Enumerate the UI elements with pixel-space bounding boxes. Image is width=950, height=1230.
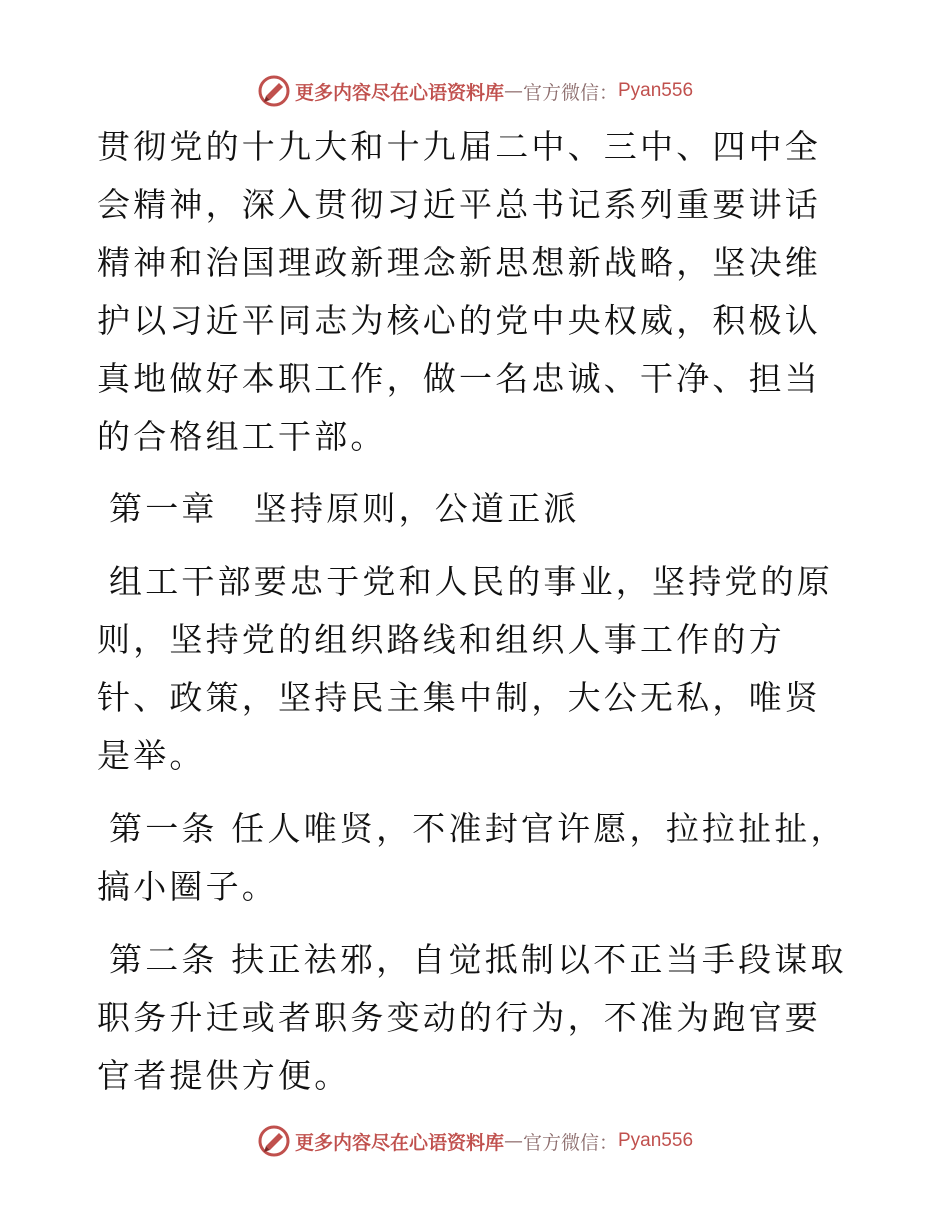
banner-dash: — bbox=[503, 80, 523, 102]
article-one: 第一条 任人唯贤，不准封官许愿，拉拉扯扯，搞小圈子。 bbox=[97, 809, 847, 906]
banner-wechat-id: Pyan556 bbox=[618, 80, 694, 101]
banner-sub-text: 官方微信： bbox=[522, 81, 618, 104]
article-two: 第二条 扶正祛邪，自觉抵制以不正当手段谋取职务升迁或者职务变动的行为，不准为跑官要官者提供方便。 bbox=[97, 940, 847, 1095]
banner-main-text: 更多内容尽在心语资料库 bbox=[294, 81, 504, 104]
chapter-heading: 第一章 坚持原则，公道正派 bbox=[109, 489, 580, 528]
header-banner bbox=[0, 74, 950, 108]
logo-icon bbox=[257, 1124, 291, 1158]
banner-sub-text: 官方微信： bbox=[522, 1131, 618, 1154]
paragraph-chapter-text: 组工干部要忠于党和人民的事业，坚持党的原则，坚持党的组织路线和组织人事工作的方针、政策，坚持民主集中制，大公无私，唯贤是举。 bbox=[97, 562, 833, 775]
paragraph-intro: 贯彻党的十九大和十九届二中、三中、四中全会精神，深入贯彻习近平总书记系列重要讲话精神和治国理政新理念新思想新战略，坚决维护以习近平同志为核心的党中央权威，积极认真地做好本职工作，做一名忠诚、干净、担当的合格组工干部。 bbox=[97, 127, 821, 456]
banner-dash: — bbox=[503, 1130, 523, 1152]
banner-main-text: 更多内容尽在心语资料库 bbox=[294, 1131, 504, 1154]
document-body bbox=[97, 118, 857, 1120]
banner-wechat-id: Pyan556 bbox=[618, 1130, 694, 1151]
logo-icon bbox=[257, 74, 291, 108]
footer-banner bbox=[0, 1124, 950, 1158]
